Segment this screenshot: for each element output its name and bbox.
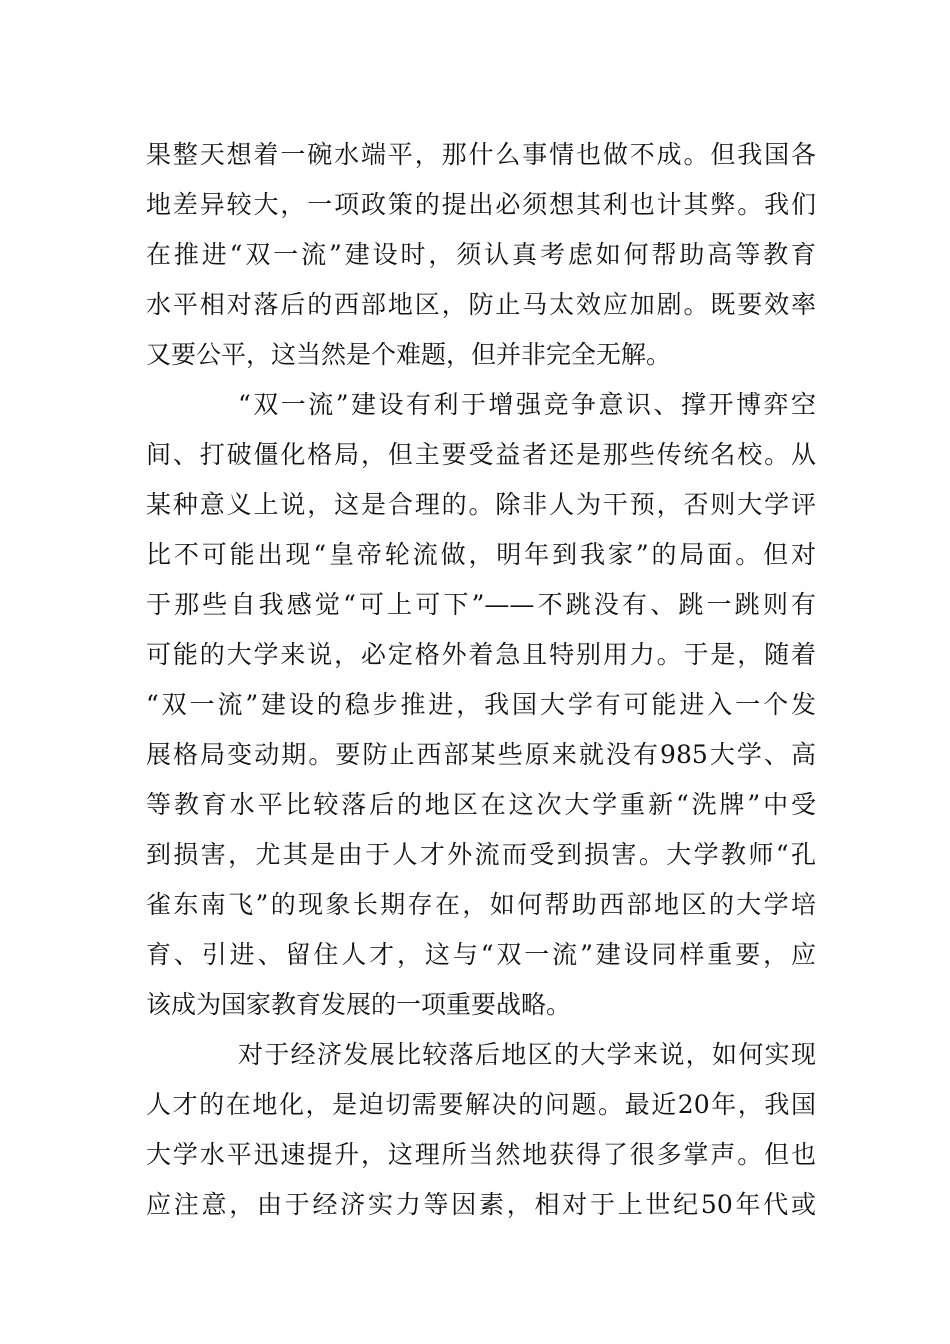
text-line: 比不可能出现“皇帝轮流做，明年到我家”的局面。但对 — [146, 540, 816, 569]
text-line: “双一流”建设的稳步推进，我国大学有可能进入一个发 — [146, 690, 816, 719]
text-line: 地差异较大，一项政策的提出必须想其利也计其弊。我们 — [146, 190, 816, 219]
text-line: 某种意义上说，这是合理的。除非人为干预，否则大学评 — [146, 490, 816, 519]
text-line: 人才的在地化，是迫切需要解决的问题。最近20年，我国 — [146, 1090, 816, 1119]
text-line: 水平相对落后的西部地区，防止马太效应加剧。既要效率 — [146, 290, 816, 319]
text-line: 于那些自我感觉“可上可下”——不跳没有、跳一跳则有 — [146, 590, 816, 619]
text-line: 对于经济发展比较落后地区的大学来说，如何实现 — [238, 1040, 816, 1069]
paragraph-3 — [146, 1030, 816, 1230]
text-line: 等教育水平比较落后的地区在这次大学重新“洗牌”中受 — [146, 790, 816, 819]
text-line: 育、引进、留住人才，这与“双一流”建设同样重要，应 — [146, 940, 816, 969]
text-line: 应注意，由于经济实力等因素，相对于上世纪50年代或 — [146, 1190, 816, 1219]
text-line: 该成为国家教育发展的一项重要战略。 — [146, 990, 572, 1019]
paragraph-2 — [146, 380, 816, 1030]
text-line: 大学水平迅速提升，这理所当然地获得了很多掌声。但也 — [146, 1140, 816, 1169]
text-line: 间、打破僵化格局，但主要受益者还是那些传统名校。从 — [146, 440, 816, 469]
text-line: 雀东南飞”的现象长期存在，如何帮助西部地区的大学培 — [146, 890, 816, 919]
text-line: 在推进“双一流”建设时，须认真考虑如何帮助高等教育 — [146, 240, 816, 269]
text-line: 可能的大学来说，必定格外着急且特别用力。于是，随着 — [146, 640, 816, 669]
paragraph-1 — [146, 130, 816, 380]
text-line: 展格局变动期。要防止西部某些原来就没有985大学、高 — [146, 740, 816, 769]
text-line: 到损害，尤其是由于人才外流而受到损害。大学教师“孔 — [146, 840, 816, 869]
text-line: 又要公平，这当然是个难题，但并非完全无解。 — [146, 340, 672, 369]
text-line: “双一流”建设有利于增强竞争意识、撑开博弈空 — [238, 390, 816, 419]
document-body — [146, 130, 816, 1230]
text-line: 果整天想着一碗水端平，那什么事情也做不成。但我国各 — [146, 140, 816, 169]
